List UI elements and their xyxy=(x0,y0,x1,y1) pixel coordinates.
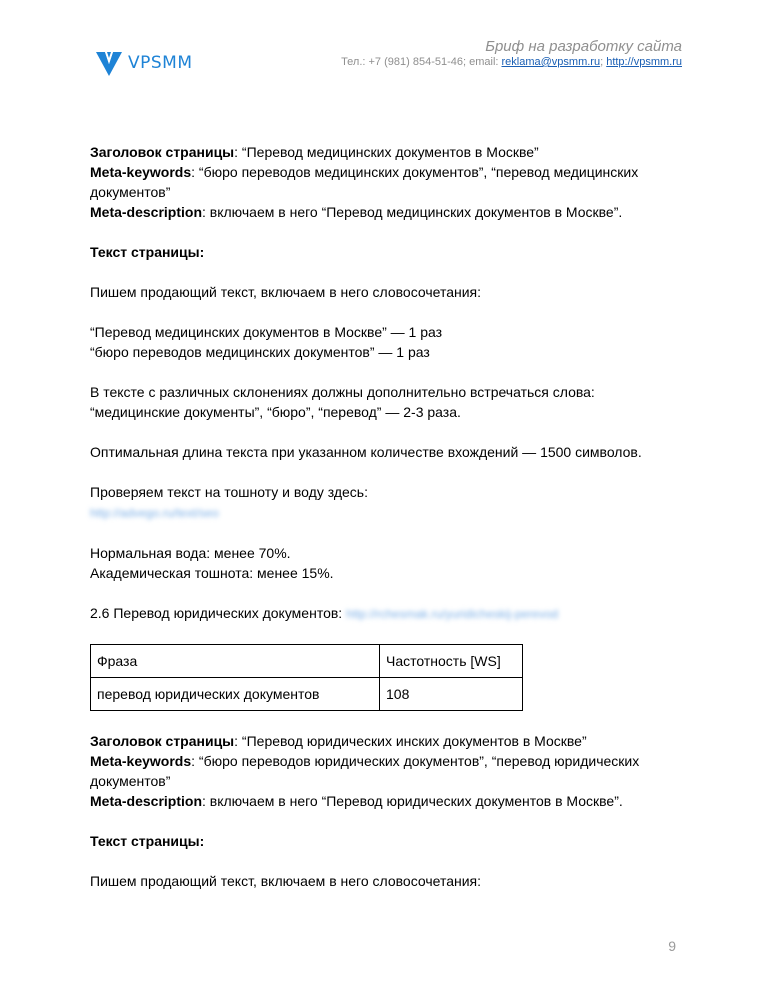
title-label: Заголовок страницы xyxy=(90,733,235,749)
vpsmm-logo-icon xyxy=(96,50,122,76)
check-link[interactable]: http://advego.ru/text/seo xyxy=(90,506,219,520)
title-label: Заголовок страницы xyxy=(90,144,235,160)
table-header-cell: Частотность [WS] xyxy=(380,645,523,678)
description-value: : включаем в него “Перевод юридических документов в Москве”. xyxy=(202,793,623,809)
document-title: Бриф на разработку сайта xyxy=(485,38,682,55)
declension-text: В тексте с различных склонениях должны дополнительно встречаться слова: xyxy=(90,384,595,400)
phone-text: Тел.: +7 (981) 854-51-46; email: xyxy=(341,56,502,68)
keywords-label: Meta-keywords xyxy=(90,753,192,769)
keywords-value: : “бюро переводов юридических документов”, “перевод юридических документов” xyxy=(90,753,640,789)
logo-text: VPSMM xyxy=(128,53,193,73)
nausea-text: Академическая тошнота: менее 15%. xyxy=(90,565,334,581)
description-label: Meta-description xyxy=(90,204,203,220)
section-heading xyxy=(90,603,670,624)
page-title-line xyxy=(90,731,670,751)
table-row xyxy=(91,678,523,711)
header-contacts xyxy=(341,56,682,68)
section-heading-text: 2.6 Перевод юридических документов: xyxy=(90,605,347,621)
table-header-row xyxy=(91,645,523,678)
declension-words: “медицинские документы”, “бюро”, “перевод” — 2-3 раза. xyxy=(90,404,461,420)
logo xyxy=(96,50,193,76)
table-cell: перевод юридических документов xyxy=(91,678,380,711)
check-text: Проверяем текст на тошноту и воду здесь: xyxy=(90,484,368,500)
intro-text: Пишем продающий текст, включаем в него словосочетания: xyxy=(90,284,482,300)
keywords-label: Meta-keywords xyxy=(90,164,192,180)
text-heading: Текст страницы: xyxy=(90,244,205,260)
description-value: : включаем в него “Перевод медицинских документов в Москве”. xyxy=(202,204,623,220)
page-title-line xyxy=(90,142,670,162)
frequency-table xyxy=(90,644,523,711)
title-value: : “Перевод юридических инских документов в Москве” xyxy=(234,733,587,749)
phrase-item: “Перевод медицинских документов в Москве” — 1 раз xyxy=(90,324,443,340)
site-link[interactable]: http://vpsmm.ru xyxy=(606,56,682,68)
document-body xyxy=(90,142,670,891)
email-link[interactable]: reklama@vpsmm.ru xyxy=(501,56,601,68)
phrase-item: “бюро переводов медицинских документов” — 1 раз xyxy=(90,344,430,360)
section-heading-link[interactable]: http://rchesmak.ru/yuridicheskij-perevod xyxy=(346,607,559,621)
table-header-cell: Фраза xyxy=(91,645,380,678)
contacts-separator: ; xyxy=(600,56,607,68)
length-text: Оптимальная длина текста при указанном количестве вхождений — 1500 символов. xyxy=(90,444,642,460)
meta-keywords-line xyxy=(90,751,670,791)
text-heading: Текст страницы: xyxy=(90,833,205,849)
description-label: Meta-description xyxy=(90,793,203,809)
water-text: Нормальная вода: менее 70%. xyxy=(90,545,291,561)
meta-description-line xyxy=(90,202,670,222)
intro-text: Пишем продающий текст, включаем в него словосочетания: xyxy=(90,873,482,889)
table-cell: 108 xyxy=(380,678,523,711)
title-value: : “Перевод медицинских документов в Москве” xyxy=(234,144,539,160)
meta-description-line xyxy=(90,791,670,811)
page-number: 9 xyxy=(668,938,676,954)
keywords-value: : “бюро переводов медицинских документов”, “перевод медицинских документов” xyxy=(90,164,639,200)
meta-keywords-line xyxy=(90,162,670,202)
